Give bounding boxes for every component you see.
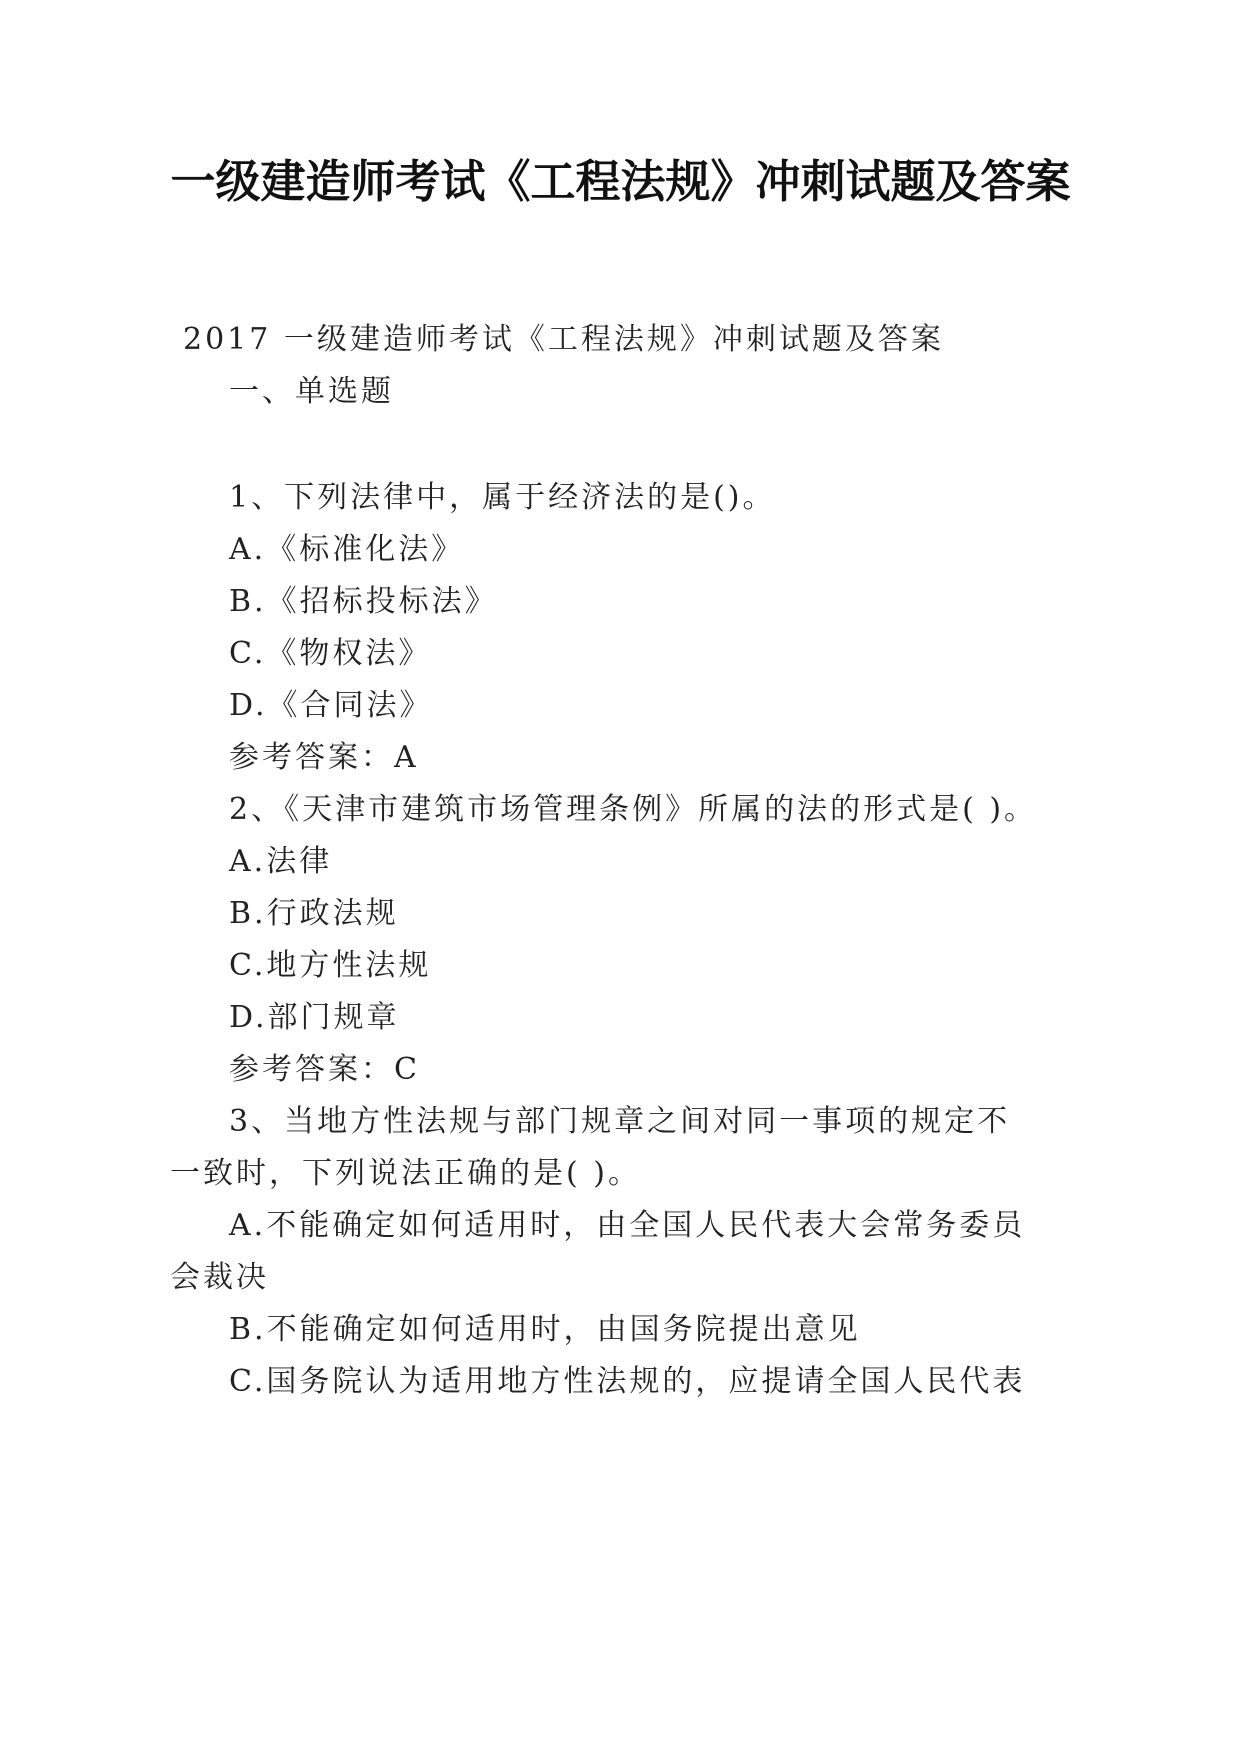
question-2-option-c: C.地方性法规 [229,948,432,983]
question-3-option-a-line-2: 会裁决 [170,1260,269,1295]
question-1-option-c: C.《物权法》 [229,636,432,671]
question-2-option-d: D.部门规章 [229,1000,400,1035]
question-2-answer: 参考答案：C [229,1052,420,1087]
question-1-option-b: B.《招标投标法》 [229,584,498,619]
subtitle: 2017 一级建造师考试《工程法规》冲刺试题及答案 [183,322,944,357]
question-2-option-b: B.行政法规 [229,896,399,931]
question-2-option-a: A.法律 [229,844,333,879]
question-2-stem: 2、《天津市建筑市场管理条例》所属的法的形式是( )。 [229,792,1038,827]
question-3-stem-line-2: 一致时，下列说法正确的是( )。 [170,1156,641,1191]
question-3-option-c-line-1: C.国务院认为适用地方性法规的，应提请全国人民代表 [229,1364,1026,1399]
document-title: 一级建造师考试《工程法规》冲刺试题及答案 [170,155,1071,208]
question-1-option-a: A.《标准化法》 [229,532,465,567]
question-1-option-d: D.《合同法》 [229,688,433,723]
question-1-answer: 参考答案：A [229,740,419,775]
question-1-stem: 1、下列法律中，属于经济法的是()。 [229,480,776,515]
section-heading: 一、单选题 [229,374,394,409]
question-3-option-a-line-1: A.不能确定如何适用时，由全国人民代表大会常务委员 [229,1208,1026,1243]
question-3-stem-line-1: 3、当地方性法规与部门规章之间对同一事项的规定不 [229,1104,1011,1139]
question-3-option-b: B.不能确定如何适用时，由国务院提出意见 [229,1312,861,1347]
